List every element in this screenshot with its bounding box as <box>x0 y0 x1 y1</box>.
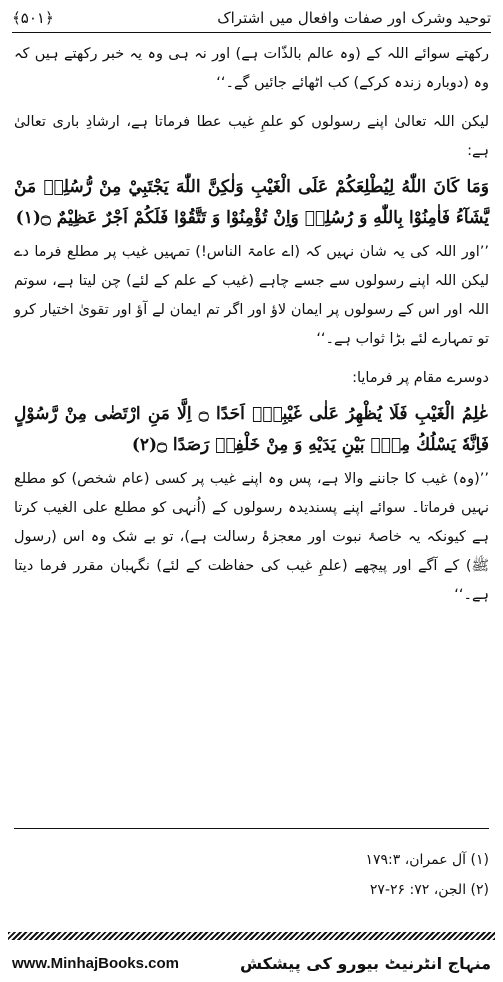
footnote: (۲) الجن، ۷۲: ۲۶-۲۷ <box>369 882 489 898</box>
page-header <box>12 6 491 30</box>
paragraph: لیکن اللہ تعالیٰ اپنے رسولوں کو علمِ غیب عطا فرماتا ہے، ارشادِ باری تعالیٰ ہے: <box>14 114 489 159</box>
running-title: توحید وشرک اور صفات وافعال میں اشتراک <box>217 9 491 27</box>
footnote: (۱) آل عمران، ۱۷۹:۳ <box>365 852 489 868</box>
website-link[interactable]: www.MinhajBooks.com <box>12 954 179 972</box>
translation-paragraph: ’’(وہ) غیب کا جاننے والا ہے، پس وہ اپنے غیب پر کسی (عام شخص) کو مطلع نہیں فرماتا۔ سوائے اپنے پسندیدہ رسولوں کے (اُنہی کو مطلع علی الغیب کرتا ہے کیونکہ یہ خاصۂ نبوت اور معجزۂ رسالت ہے)، تو بے شک وہ اس (رسول ﷺ) کے آگے اور پیچھے (علمِ غیب کی حفاظت کے لئے) نگہبان مقرر فرما دیتا ہے۔‘‘ <box>14 471 489 603</box>
footer-rule <box>8 932 495 940</box>
header-rule <box>12 32 491 33</box>
page-body <box>14 40 489 610</box>
translation-paragraph: ’’اور اللہ کی یہ شان نہیں کہ (اے عامۃ الناس!) تمہیں غیب پر مطلع فرما دے لیکن اللہ اپنے رسولوں سے جسے چاہے (غیب کے علم کے لئے) چن لیتا ہے، سوتم اللہ اور اس کے رسولوں پر ایمان لاؤ اور اگر تم ایمان لے آؤ اور تقویٰ اختیار کرو تو تمہارے لئے بڑا ثواب ہے۔‘‘ <box>14 244 489 347</box>
page-footer <box>12 950 491 976</box>
publisher-credit: منہاج انٹرنیٹ بیورو کی پیشکش <box>239 953 491 973</box>
page-number: ﴿۵۰۱﴾ <box>12 9 54 27</box>
quran-verse: عٰلِمُ الْغَيْبِ فَلَا يُظْهِرُ عَلٰى غَيْبِهٖۤ اَحَدًا ۝ اِلَّا مَنِ ارْتَضٰى مِنْ رَّسُوْلٍ فَاِنَّهٗ يَسْلُكُ مِنْۢ بَيْنِ يَدَيْهِ وَ مِنْ خَلْفِهٖ رَصَدًا ۝(۲) <box>14 404 489 455</box>
paragraph: دوسرے مقام پر فرمایا: <box>352 370 489 386</box>
paragraph: رکھتے سوائے اللہ کے (وہ عالم بالذّات ہے) اور نہ ہی وہ یہ خبر رکھتے ہیں کہ وہ (دوبارہ زندہ کرکے) کب اٹھائے جائیں گے۔‘‘ <box>14 46 489 91</box>
footnotes <box>14 845 489 905</box>
quran-verse: وَمَا كَانَ اللّٰهُ لِيُطْلِعَكُمْ عَلَى الْغَيْبِ وَلٰكِنَّ اللّٰهَ يَجْتَبِيْ مِنْ رُّسُلِهٖ مَنْ يَّشَآءُ فَاٰمِنُوْا بِاللّٰهِ وَ رُسُلِهٖ وَاِنْ تُؤْمِنُوْا وَ تَتَّقُوْا فَلَكُمْ اَجْرٌ عَظِيْمٌ ۝(۱) <box>14 177 489 228</box>
footnote-rule <box>14 828 489 829</box>
